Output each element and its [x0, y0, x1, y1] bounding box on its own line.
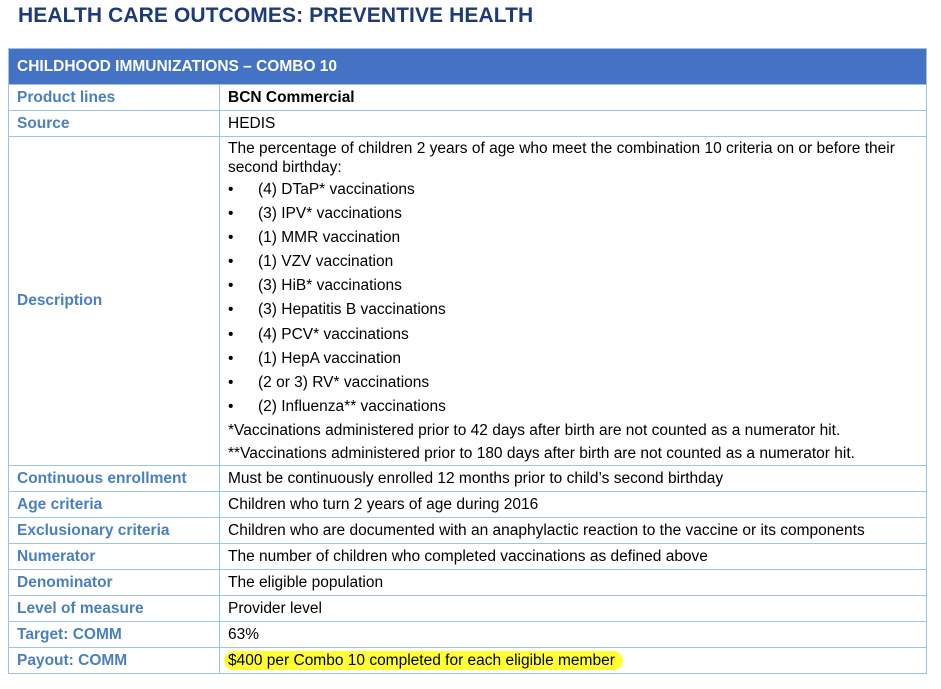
table-row	[9, 137, 927, 466]
table-row	[9, 111, 927, 137]
list-item	[228, 228, 918, 247]
list-item-text: (4) DTaP* vaccinations	[258, 181, 415, 198]
row-value-denominator: The eligible population	[220, 569, 927, 595]
bullet-icon: •	[228, 397, 234, 415]
row-value-description	[220, 137, 927, 466]
row-value-numerator: The number of children who completed vaccinations as defined above	[220, 543, 927, 569]
list-item	[228, 252, 918, 271]
list-item-text: (1) HepA vaccination	[258, 349, 402, 367]
row-value-exclusionary-criteria: Children who are documented with an anaphylactic reaction to the vaccine or its components	[220, 517, 927, 543]
table-header-row	[9, 49, 927, 85]
bullet-icon: •	[228, 181, 234, 198]
row-label-continuous-enrollment: Continuous enrollment	[9, 465, 220, 491]
list-item	[228, 373, 918, 392]
row-label-age-criteria: Age criteria	[9, 491, 220, 517]
vaccine-list	[228, 180, 918, 416]
bullet-icon: •	[228, 301, 234, 319]
list-item	[228, 276, 918, 295]
list-item-text: (3) Hepatitis B vaccinations	[258, 301, 446, 319]
bullet-icon: •	[228, 349, 234, 367]
list-item	[228, 204, 918, 223]
measure-table	[8, 48, 927, 674]
row-value-level-of-measure: Provider level	[220, 595, 927, 621]
bullet-icon: •	[228, 325, 234, 343]
row-label-exclusionary-criteria: Exclusionary criteria	[9, 517, 220, 543]
list-item-text: (4) PCV* vaccinations	[258, 325, 409, 343]
table-row	[9, 85, 927, 111]
row-label-description: Description	[9, 137, 220, 466]
list-item-text: (2 or 3) RV* vaccinations	[258, 373, 430, 391]
table-row	[9, 543, 927, 569]
list-item-text: (1) MMR vaccination	[258, 229, 401, 247]
row-label-denominator: Denominator	[9, 569, 220, 595]
table-row	[9, 621, 927, 647]
bullet-icon: •	[228, 229, 234, 247]
table-row	[9, 595, 927, 621]
list-item	[228, 349, 918, 368]
description-note-2: **Vaccinations administered prior to 180 days after birth are not counted as a numerator hit.	[228, 444, 855, 462]
row-value-continuous-enrollment: Must be continuously enrolled 12 months prior to child’s second birthday	[220, 465, 927, 491]
bullet-icon: •	[228, 205, 234, 223]
table-row	[9, 465, 927, 491]
page-title: HEALTH CARE OUTCOMES: PREVENTIVE HEALTH	[18, 4, 534, 27]
list-item	[228, 325, 918, 344]
row-value-target: 63%	[220, 621, 927, 647]
list-item-text: (1) VZV vaccination	[258, 253, 394, 271]
row-label-level-of-measure: Level of measure	[9, 595, 220, 621]
description-intro: The percentage of children 2 years of age who meet the combination 10 criteria on or before their second birthday:	[228, 140, 895, 176]
row-value-age-criteria: Children who turn 2 years of age during 2016	[220, 491, 927, 517]
row-label-numerator: Numerator	[9, 543, 220, 569]
list-item	[228, 397, 918, 416]
row-value-payout	[220, 647, 927, 673]
row-label-target: Target: COMM	[9, 621, 220, 647]
row-label-product-lines: Product lines	[9, 85, 220, 111]
row-value-product-lines: BCN Commercial	[220, 85, 927, 111]
list-item-text: (3) HiB* vaccinations	[258, 277, 402, 295]
table-row	[9, 491, 927, 517]
table-row	[9, 569, 927, 595]
row-label-payout: Payout: COMM	[9, 647, 220, 673]
list-item-text: (2) Influenza** vaccinations	[258, 397, 446, 415]
description-note-1: *Vaccinations administered prior to 42 days after birth are not counted as a numerator hit.	[228, 421, 841, 439]
list-item	[228, 300, 918, 319]
list-item	[228, 180, 918, 199]
row-value-source: HEDIS	[220, 111, 927, 137]
table-header: CHILDHOOD IMMUNIZATIONS – COMBO 10	[9, 49, 927, 85]
bullet-icon: •	[228, 277, 234, 295]
bullet-icon: •	[228, 373, 234, 391]
list-item-text: (3) IPV* vaccinations	[258, 205, 402, 223]
payout-highlight: $400 per Combo 10 completed for each eligible member	[224, 651, 623, 670]
bullet-icon: •	[228, 253, 234, 271]
table-row	[9, 517, 927, 543]
table-row	[9, 647, 927, 673]
row-label-source: Source	[9, 111, 220, 137]
